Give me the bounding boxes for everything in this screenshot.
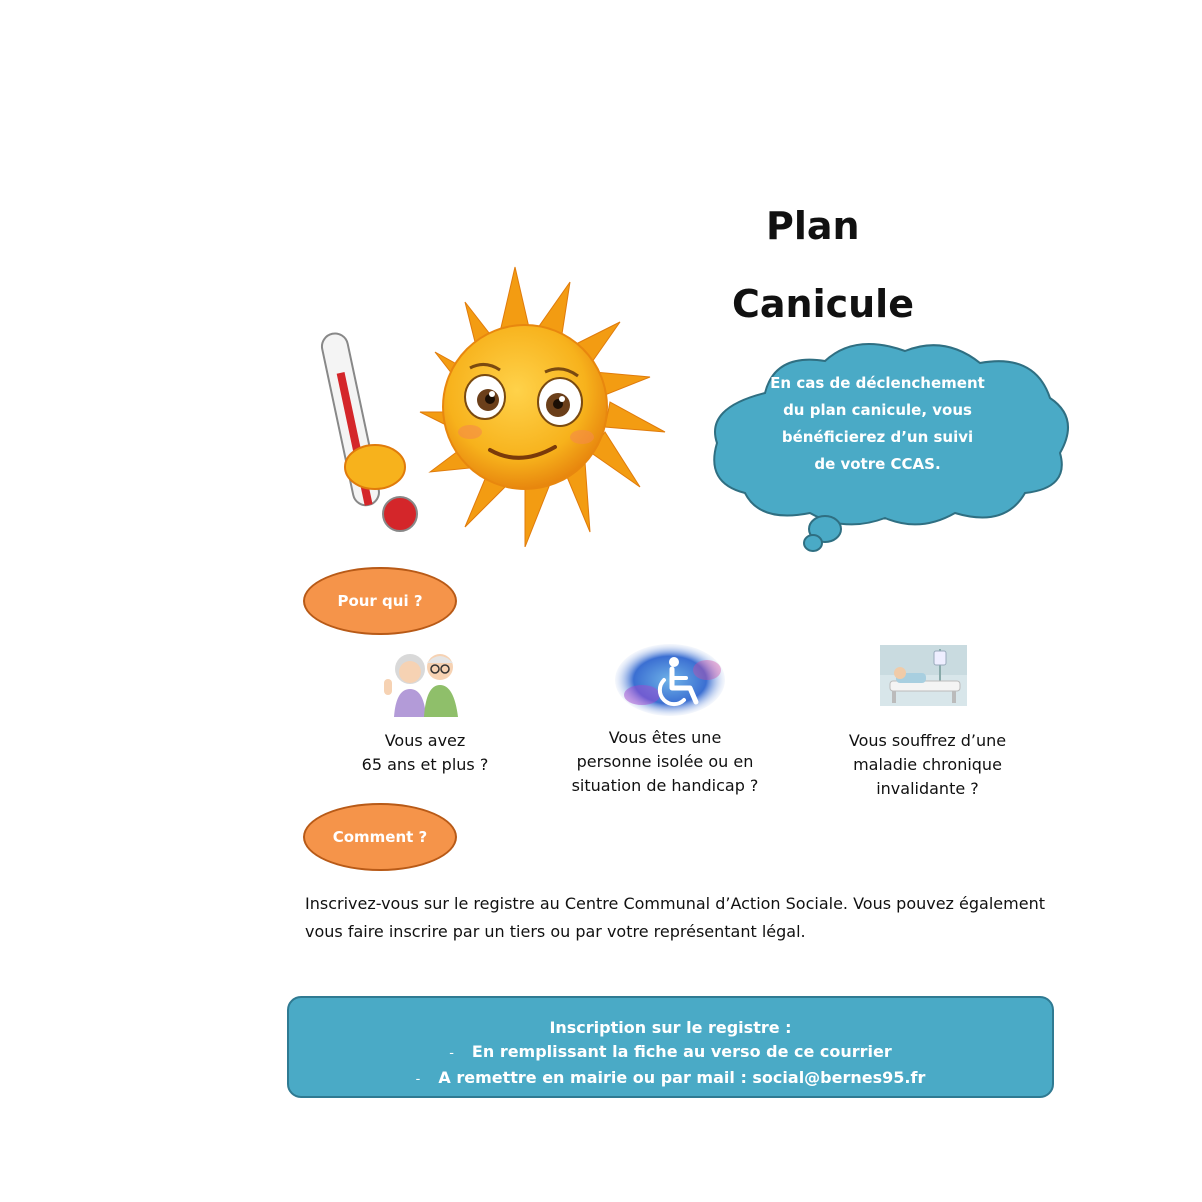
paragraph-line-2: vous faire inscrire par un tiers ou par votre représentant légal.	[305, 922, 806, 941]
caption-line: personne isolée ou en	[576, 752, 754, 771]
cloud-message	[745, 370, 1010, 478]
wheelchair-icon	[612, 640, 732, 718]
caption-line: Vous êtes une	[608, 728, 722, 747]
title-canicule: Canicule	[732, 282, 914, 326]
paragraph-line-1: Inscrivez-vous sur le registre au Centre Communal d’Action Sociale. Vous pouvez également	[305, 894, 1045, 913]
registre-item	[289, 1040, 1052, 1066]
instructions-paragraph	[305, 890, 1065, 946]
audience-caption-seniors	[335, 729, 515, 777]
pour-qui-label: Pour qui ?	[337, 592, 423, 610]
hospital-bed-icon	[880, 645, 967, 706]
registre-item	[289, 1066, 1052, 1092]
caption-line: Vous souffrez d’une	[848, 731, 1007, 750]
caption-line: 65 ans et plus ?	[361, 755, 489, 774]
elderly-couple-icon	[382, 645, 462, 717]
bullet-dash: -	[415, 1072, 421, 1087]
comment-badge	[303, 803, 457, 871]
audience-caption-handicap	[560, 726, 770, 798]
sun-thermometer-icon	[320, 262, 680, 547]
pour-qui-badge	[303, 567, 457, 635]
registre-item-text: A remettre en mairie ou par mail : social@bernes95.fr	[438, 1068, 926, 1087]
registre-box	[287, 996, 1054, 1098]
cloud-line-3: bénéficierez d’un suivi	[781, 428, 974, 446]
cloud-line-4: de votre CCAS.	[814, 455, 941, 473]
caption-line: situation de handicap ?	[571, 776, 759, 795]
comment-label: Comment ?	[332, 828, 428, 846]
caption-line: maladie chronique	[853, 755, 1002, 774]
title-plan: Plan	[766, 204, 860, 248]
audience-caption-chronic	[835, 729, 1020, 801]
bullet-dash: -	[449, 1046, 454, 1061]
caption-line: invalidante ?	[876, 779, 979, 798]
registre-item-text: En remplissant la fiche au verso de ce courrier	[471, 1042, 892, 1061]
registre-heading: Inscription sur le registre :	[549, 1018, 792, 1037]
cloud-line-1: En cas de déclenchement	[770, 374, 985, 392]
caption-line: Vous avez	[384, 731, 466, 750]
cloud-line-2: du plan canicule, vous	[783, 401, 972, 419]
